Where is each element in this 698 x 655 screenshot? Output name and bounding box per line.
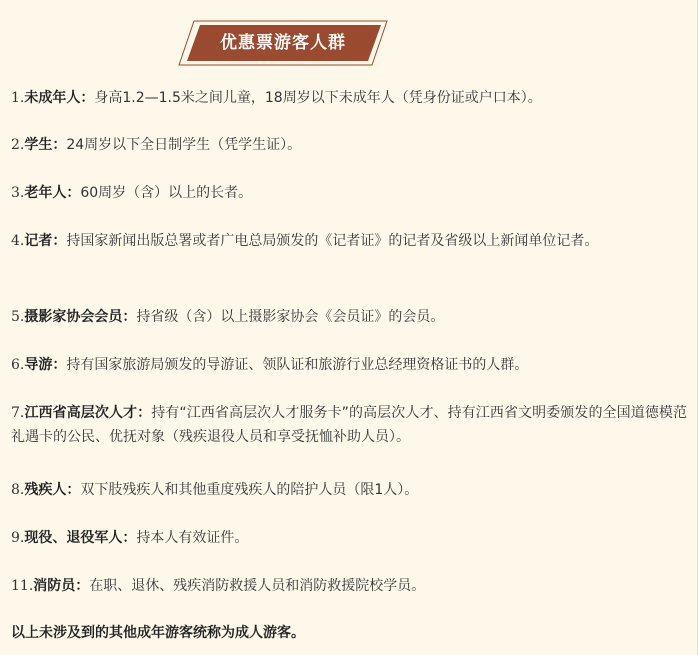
item-number: 7. [11,405,25,421]
item-description: 持国家新闻出版总署或者广电总局颁发的《记者证》的记者及省级以上新闻单位记者。 [66,233,599,249]
item-label: 江西省高层次人才： [24,405,152,421]
list-item-8 [11,478,687,502]
list-item-5 [11,305,687,329]
item-number: 1. [11,90,25,106]
item-description: 24周岁以下全日制学生（凭学生证）。 [66,137,302,153]
list-item-1 [11,86,687,110]
item-description: 在职、退休、残疾消防救援人员和消防救援院校学员。 [89,578,426,594]
item-description: 双下肢残疾人和其他重度残疾人的陪护人员（限1人）。 [80,482,419,498]
list-item-6 [11,353,687,377]
list-item-4 [11,229,687,253]
section-title: 优惠票游客人群 [220,33,346,53]
item-description: 持省级（含）以上摄影家协会《会员证》的会员。 [136,309,445,325]
item-label: 老年人： [24,185,81,201]
item-description: 持有国家旅游局颁发的导游证、领队证和旅游行业总经理资格证书的人群。 [66,357,529,373]
list-item-11 [11,574,687,598]
list-item-3 [11,181,687,205]
item-label: 摄影家协会会员： [24,309,137,325]
item-description: 身高1.2—1.5米之间儿童，18周岁以下未成年人（凭身份证或户口本）。 [94,90,542,106]
item-label: 残疾人： [24,482,81,498]
item-number: 8. [11,482,25,498]
item-label: 消防员： [33,578,90,594]
item-description: 持有“江西省高层次人才服务卡”的高层次人才、持有江西省文明委颁发的全国道德模范礼遇卡的公民、优抚对象（残疾退役人员和享受抚恤补助人员）。 [11,405,687,445]
list-item-2 [11,133,687,157]
list-item-7 [11,401,687,449]
item-number: 9. [11,530,25,546]
item-label: 学生： [24,137,67,153]
item-description: 60周岁（含）以上的长者。 [80,185,253,201]
section-title-banner [178,20,388,66]
item-number: 5. [11,309,25,325]
item-number: 11. [11,578,34,594]
item-number: 6. [11,357,25,373]
item-label: 未成年人： [24,90,95,106]
footer-note: 以上未涉及到的其他成年游客统称为成人游客。 [11,625,305,641]
item-number: 4. [11,233,25,249]
item-number: 2. [11,137,25,153]
item-label: 现役、退役军人： [24,530,137,546]
item-label: 导游： [24,357,67,373]
item-label: 记者： [24,233,67,249]
list-item-9 [11,526,687,550]
item-description: 持本人有效证件。 [136,530,249,546]
item-number: 3. [11,185,25,201]
